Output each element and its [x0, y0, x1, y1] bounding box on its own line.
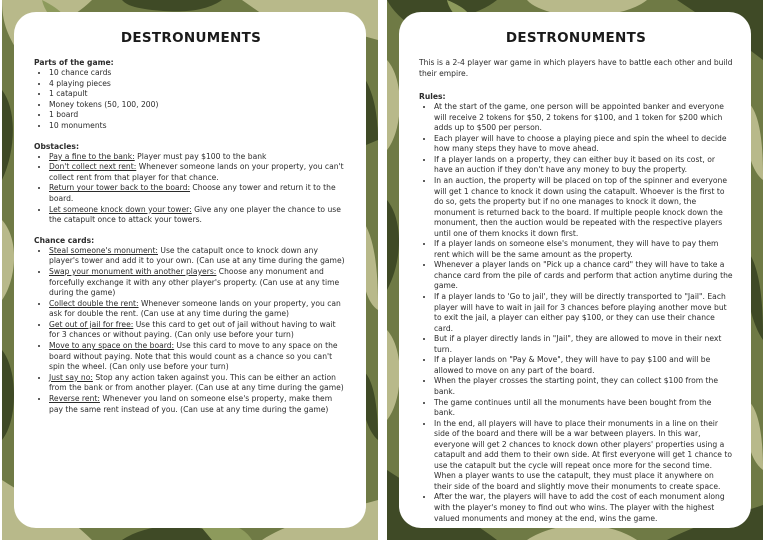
rule-item: • The game continues until all the monuments have been bought from the bank.: [434, 398, 733, 419]
chance-text: Use this card to get out of jail without having to wait for 3 chances or without paying. (Can only use before your turn): [49, 319, 336, 340]
left-content-card: [14, 12, 366, 528]
list-item: • 1 board: [49, 110, 348, 121]
chance-term: Move to any space on the board:: [49, 341, 175, 351]
chance-cards-heading: Chance cards:: [34, 235, 95, 245]
chance-term: Just say no:: [49, 372, 93, 382]
obstacle-term: Don't collect next rent:: [49, 162, 137, 172]
list-item: [49, 152, 348, 163]
list-item: • Money tokens (50, 100, 200): [49, 100, 348, 111]
obstacles-list: [34, 152, 348, 226]
rule-item: • In an auction, the property will be placed on top of the spinner and everyone will get 1 chance to knock it down using the catapult. Whoever is the first to do so, gets the property but if no one manages to knock it down, the monument is returned back to the board. If multiple people knock down the monument, then the auction would be repeated with the respective players until one of them knocks it down first.: [434, 176, 733, 239]
list-item: • 4 playing pieces: [49, 79, 348, 90]
chance-text: Use this card to move to any space on the board without paying. Note that this would count as a chance so you can't spin the wheel. (Can only use before your turn): [49, 341, 338, 372]
list-item: [49, 320, 348, 341]
obstacle-text: Player must pay $100 to the bank: [134, 151, 267, 161]
chance-text: Whenever someone lands on your property, you can ask for double the rent. (Can use at any time during the game): [49, 298, 341, 319]
chance-text: Stop any action taken against you. This can be either an action from the bank or from another player. (Can use at any time during the game): [49, 372, 344, 393]
rule-item: • If a player lands on a property, they can either buy it based on its cost, or have an auction if they don't have any money to buy the property.: [434, 155, 733, 176]
right-content-card: [399, 12, 751, 528]
page-title: DESTRONUMENTS: [120, 30, 262, 46]
list-item: [49, 299, 348, 320]
list-item: [49, 373, 348, 394]
list-item: [49, 246, 348, 267]
parts-heading: Parts of the game:: [34, 58, 114, 67]
parts-list: [34, 68, 348, 132]
list-item: • 10 monuments: [49, 121, 348, 132]
rule-item: • Each player will have to choose a playing piece and spin the wheel to decide how many steps they have to move ahead.: [434, 134, 733, 155]
chance-text: Whenever you land on someone else's property, make them pay the same rent instead of you. (Can use at any time during the game): [49, 394, 333, 414]
chance-text: Use the catapult once to knock down any player's tower and add it to your own. (Can use at any time during the game): [49, 245, 345, 266]
list-item: [49, 205, 348, 226]
rule-item: • If a player lands to 'Go to jail', they will be directly transported to "Jail". Each player will have to wait in jail for 3 chances before playing another move but to exit the jail, a player can either pay $100, or they can use their chance card.: [434, 292, 733, 334]
list-item: [49, 341, 348, 373]
obstacle-text: Whenever someone lands on your property, you can't collect rent from that player for that chance.: [49, 162, 344, 182]
list-item: [49, 183, 348, 204]
chance-term: Steal someone's monument:: [49, 245, 158, 255]
obstacle-term: Pay a fine to the bank:: [49, 151, 135, 161]
obstacle-text: Choose any tower and return it to the board.: [49, 183, 336, 203]
list-item: [49, 162, 348, 183]
rule-item: • If a player lands on "Pay & Move", they will have to pay $100 and will be allowed to move on any part of the board.: [434, 355, 733, 376]
rules-list: [419, 102, 733, 524]
rules-heading: Rules:: [419, 92, 446, 102]
obstacle-term: Return your tower back to the board:: [49, 183, 191, 193]
obstacle-term: Let someone knock down your tower:: [49, 204, 192, 214]
chance-term: Swap your monument with another players:: [49, 266, 217, 276]
right-page: [387, 0, 763, 540]
list-item: • 10 chance cards: [49, 68, 348, 79]
list-item: [49, 267, 348, 299]
rule-item: • In the end, all players will have to place their monuments in a line on their side of the board and there will be a war between players. In this war, everyone will get 2 chances to knock down other players' properties using a catapult and add them to their own side. At first everyone will get 1 chance to use the catapult but the cycle will repeat once more for the second time. When a player wants to use the catapult, they must place it anywhere on their side of the board and slightly move their monuments to create space.: [434, 419, 733, 493]
chance-term: Collect double the rent:: [49, 298, 139, 308]
chance-cards-list: [34, 246, 348, 416]
obstacle-text: Give any one player the chance to use the catapult once to attack your towers.: [49, 204, 341, 225]
left-page: [2, 0, 378, 540]
rule-item: • After the war, the players will have to add the cost of each monument along with the player's money to find out who wins. The player with the highest valued monuments and money at the end, wins the game.: [434, 492, 733, 524]
chance-term: Get out of jail for free:: [49, 319, 134, 329]
chance-text: Choose any monument and forcefully exchange it with any other player's property. (Can use at any time during the game): [49, 266, 340, 298]
rule-item: • If a player lands on someone else's monument, they will have to pay them rent which will be the same amount as the property.: [434, 239, 733, 260]
rule-item: • At the start of the game, one person will be appointed banker and everyone will receive 2 tokens for $50, 2 tokens for $100, and 1 token for $200 which adds up to $500 per person.: [434, 102, 733, 134]
rule-item: • Whenever a player lands on "Pick up a chance card" they will have to take a chance card from the pile of cards and perform that action anytime during the game.: [434, 260, 733, 292]
list-item: • 1 catapult: [49, 89, 348, 100]
chance-term: Reverse rent:: [49, 394, 100, 404]
list-item: [49, 394, 348, 415]
intro-paragraph: This is a 2-4 player war game in which players have to battle each other and build their empire.: [419, 58, 733, 78]
rule-item: • When the player crosses the starting point, they can collect $100 from the bank.: [434, 376, 733, 397]
rule-item: • But if a player directly lands in "Jail", they are allowed to move in their next turn.: [434, 334, 733, 355]
obstacles-heading: Obstacles:: [34, 141, 79, 151]
page-title: DESTRONUMENTS: [505, 30, 647, 46]
